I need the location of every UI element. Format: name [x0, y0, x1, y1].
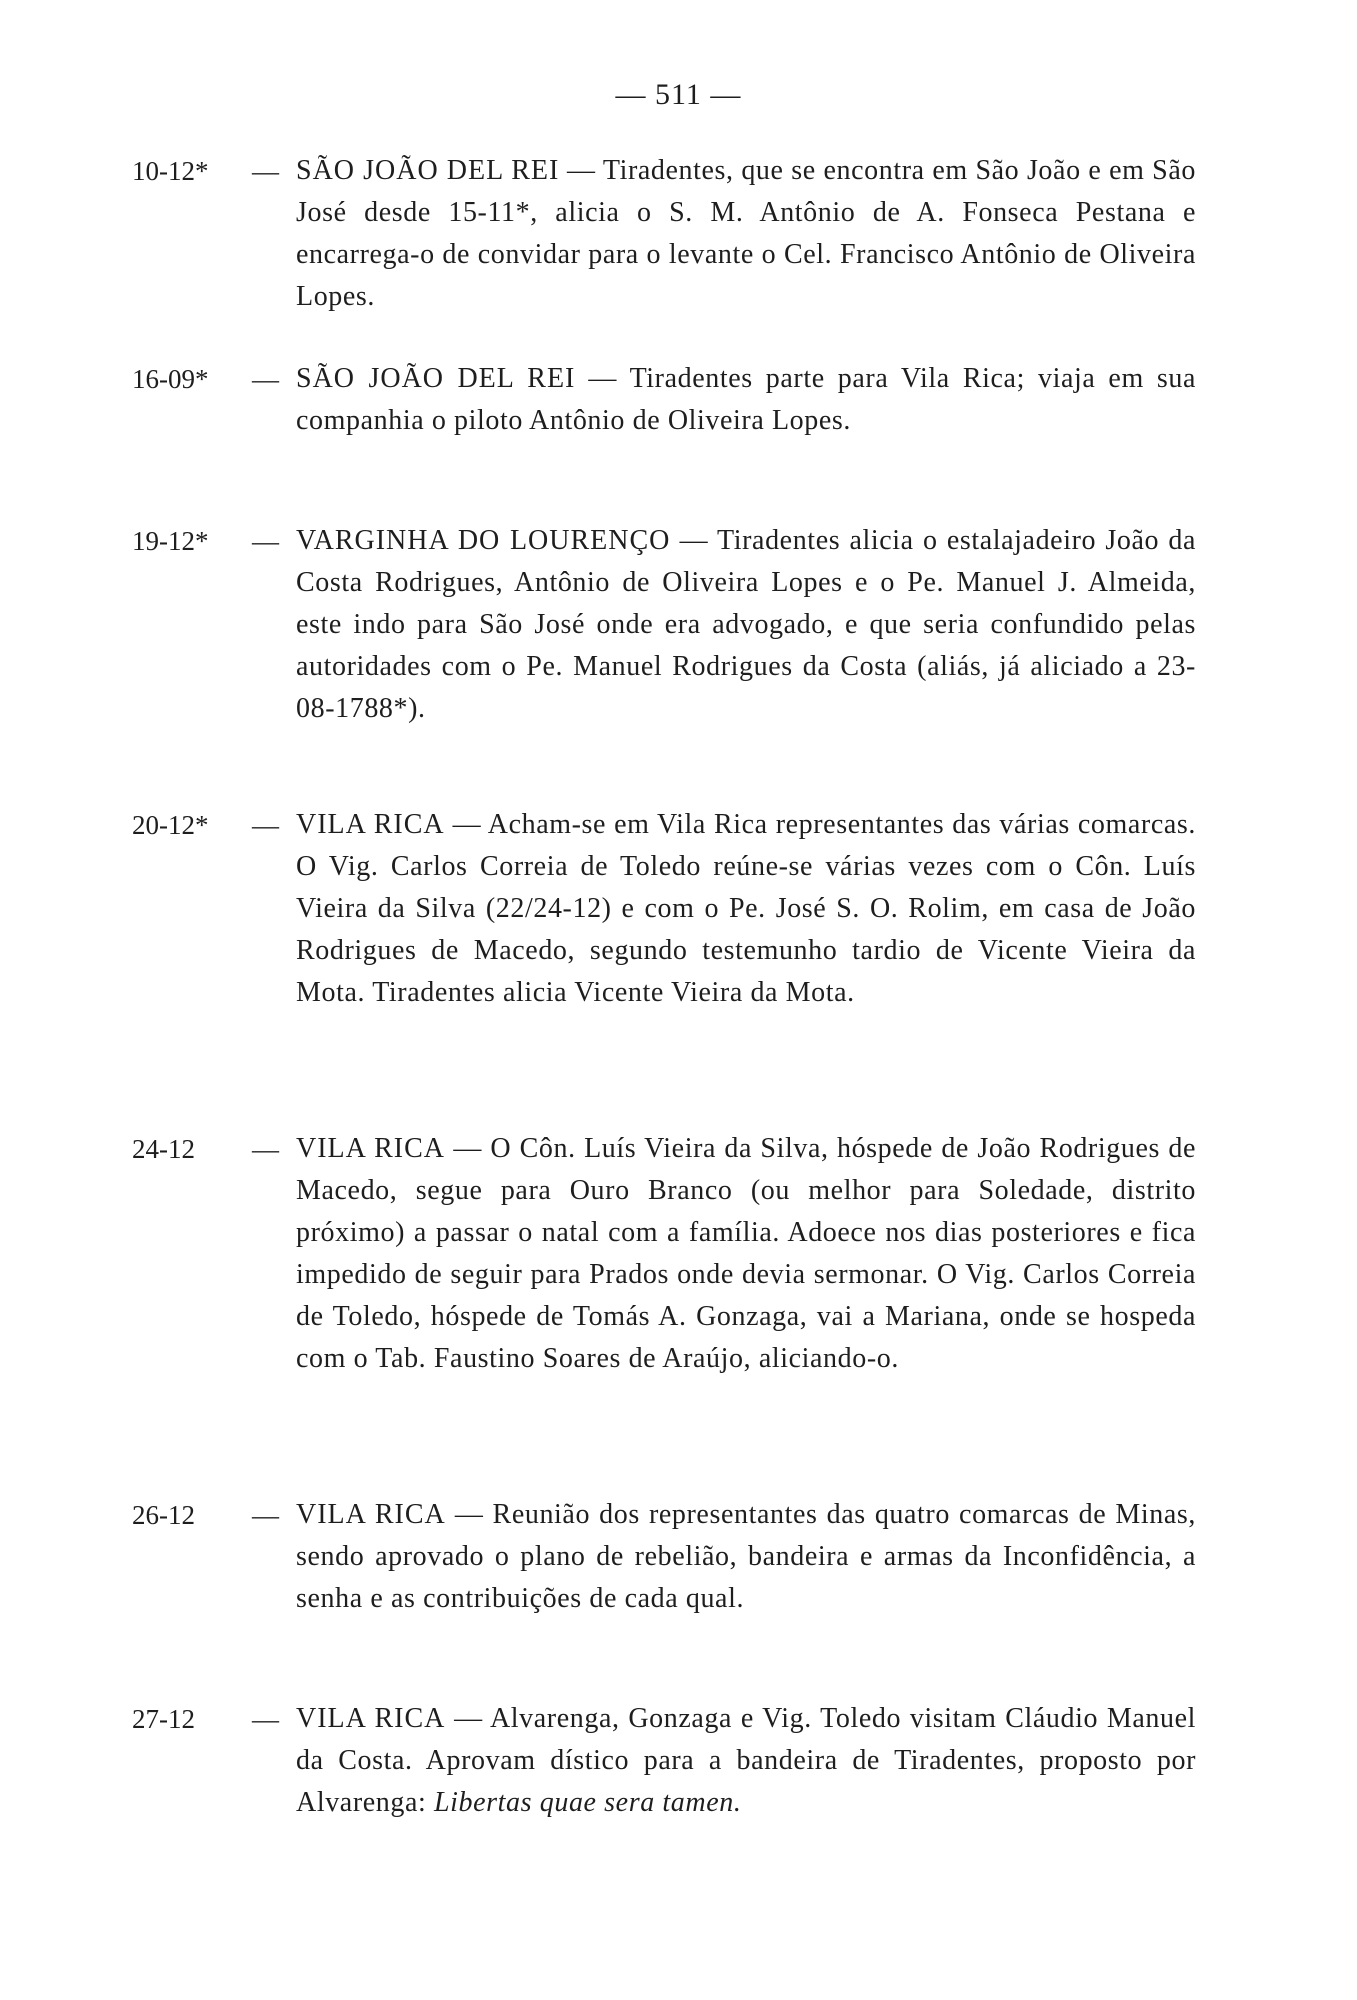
- flag-motto: Libertas quae sera tamen.: [434, 1787, 742, 1818]
- entry-body: VILA RICA — Alvarenga, Gonzaga e Vig. Toledo visitam Cláudio Manuel da Costa. Aprovam dístico para a bandeira de Tiradentes, proposto por Alvarenga: Libertas quae sera tamen.: [296, 1703, 1196, 1818]
- entry-text: Tiradentes, que se encontra em São João e em São José desde 15-11*, alicia o S. M. Antônio de A. Fonseca Pestana e encarrega-o de convidar para o levante o Cel. Francisco Antônio de Oliveira Lopes.: [296, 155, 1196, 312]
- entry-body: SÃO JOÃO DEL REI — Tiradentes parte para Vila Rica; viaja em sua companhia o piloto Antônio de Oliveira Lopes.: [296, 363, 1196, 436]
- entry-body: VILA RICA — O Côn. Luís Vieira da Silva, hóspede de João Rodrigues de Macedo, segue para Ouro Branco (ou melhor para Soledade, distrito próximo) a passar o natal com a família. Adoece nos dias posteriores e fica impedido de seguir para Prados onde devia sermonar. O Vig. Carlos Correia de Toledo, hóspede de Tomás A. Gonzaga, vai a Mariana, onde se hospeda com o Tab. Faustino Soares de Araújo, aliciando-o.: [296, 1133, 1196, 1374]
- entry-place: VARGINHA DO LOURENÇO: [296, 525, 671, 556]
- entry-body: SÃO JOÃO DEL REI — Tiradentes, que se encontra em São João e em São José desde 15-11*, alicia o S. M. Antônio de A. Fonseca Pestana e encarrega-o de convidar para o levante o Cel. Francisco Antônio de Oliveira Lopes.: [296, 155, 1196, 312]
- entry-date: 27-12: [132, 1704, 195, 1734]
- entry-date: 16-09*: [132, 364, 209, 394]
- entry-text: Tiradentes alicia o estalajadeiro João da Costa Rodrigues, Antônio de Oliveira Lopes e o Pe. Manuel J. Almeida, este indo para São José onde era advogado, e que seria confundido pelas autoridades com o Pe. Manuel Rodrigues da Costa (aliás, já aliciado a 23-08-1788*).: [296, 525, 1196, 724]
- entry-text: Alvarenga, Gonzaga e Vig. Toledo visitam Cláudio Manuel da Costa. Aprovam dístico para a bandeira de Tiradentes, proposto por Alvarenga:: [296, 1703, 1196, 1818]
- entry-date: 26-12: [132, 1500, 195, 1530]
- entry-place: VILA RICA: [296, 1499, 446, 1530]
- entry-dash: —: [252, 1704, 279, 1734]
- entry-place: SÃO JOÃO DEL REI: [296, 363, 576, 394]
- entry-place: VILA RICA: [296, 1703, 446, 1734]
- entry-text: Acham-se em Vila Rica representantes das várias comarcas. O Vig. Carlos Correia de Toledo reúne-se várias vezes com o Côn. Luís Vieira da Silva (22/24-12) e com o Pe. José S. O. Rolim, em casa de João Rodrigues de Macedo, segundo testemunho tardio de Vicente Vieira da Mota. Tiradentes alicia Vicente Vieira da Mota.: [296, 809, 1196, 1008]
- entry-dash: —: [252, 364, 279, 394]
- entry-body: VILA RICA — Acham-se em Vila Rica representantes das várias comarcas. O Vig. Carlos Correia de Toledo reúne-se várias vezes com o Côn. Luís Vieira da Silva (22/24-12) e com o Pe. José S. O. Rolim, em casa de João Rodrigues de Macedo, segundo testemunho tardio de Vicente Vieira da Mota. Tiradentes alicia Vicente Vieira da Mota.: [296, 809, 1196, 1008]
- entry-text: Tiradentes parte para Vila Rica; viaja em sua companhia o piloto Antônio de Oliveira Lopes.: [296, 363, 1196, 436]
- page-number: — 511 —: [615, 78, 742, 111]
- entry-body: VILA RICA — Reunião dos representantes das quatro comarcas de Minas, sendo aprovado o plano de rebelião, bandeira e armas da Inconfidência, a senha e as contribuições de cada qual.: [296, 1499, 1196, 1614]
- entry-date: 20-12*: [132, 810, 209, 840]
- entry-date: 19-12*: [132, 526, 209, 556]
- entry-date: 10-12*: [132, 156, 209, 186]
- entry-text: O Côn. Luís Vieira da Silva, hóspede de João Rodrigues de Macedo, segue para Ouro Branco (ou melhor para Soledade, distrito próximo) a passar o natal com a família. Adoece nos dias posteriores e fica impedido de seguir para Prados onde devia sermonar. O Vig. Carlos Correia de Toledo, hóspede de Tomás A. Gonzaga, vai a Mariana, onde se hospeda com o Tab. Faustino Soares de Araújo, aliciando-o.: [296, 1133, 1196, 1374]
- entry-date: 24-12: [132, 1134, 195, 1164]
- entry-dash: —: [252, 156, 279, 186]
- entry-place: VILA RICA: [296, 809, 445, 840]
- entry-text: Reunião dos representantes das quatro comarcas de Minas, sendo aprovado o plano de rebelião, bandeira e armas da Inconfidência, a senha e as contribuições de cada qual.: [296, 1499, 1196, 1614]
- entry-body: VARGINHA DO LOURENÇO — Tiradentes alicia o estalajadeiro João da Costa Rodrigues, Antônio de Oliveira Lopes e o Pe. Manuel J. Almeida, este indo para São José onde era advogado, e que seria confundido pelas autoridades com o Pe. Manuel Rodrigues da Costa (aliás, já aliciado a 23-08-1788*).: [296, 525, 1196, 724]
- entry-place: SÃO JOÃO DEL REI: [296, 155, 560, 186]
- entry-dash: —: [252, 810, 279, 840]
- entry-place: VILA RICA: [296, 1133, 446, 1164]
- entry-dash: —: [252, 1500, 279, 1530]
- entry-dash: —: [252, 1134, 279, 1164]
- entry-dash: —: [252, 526, 279, 556]
